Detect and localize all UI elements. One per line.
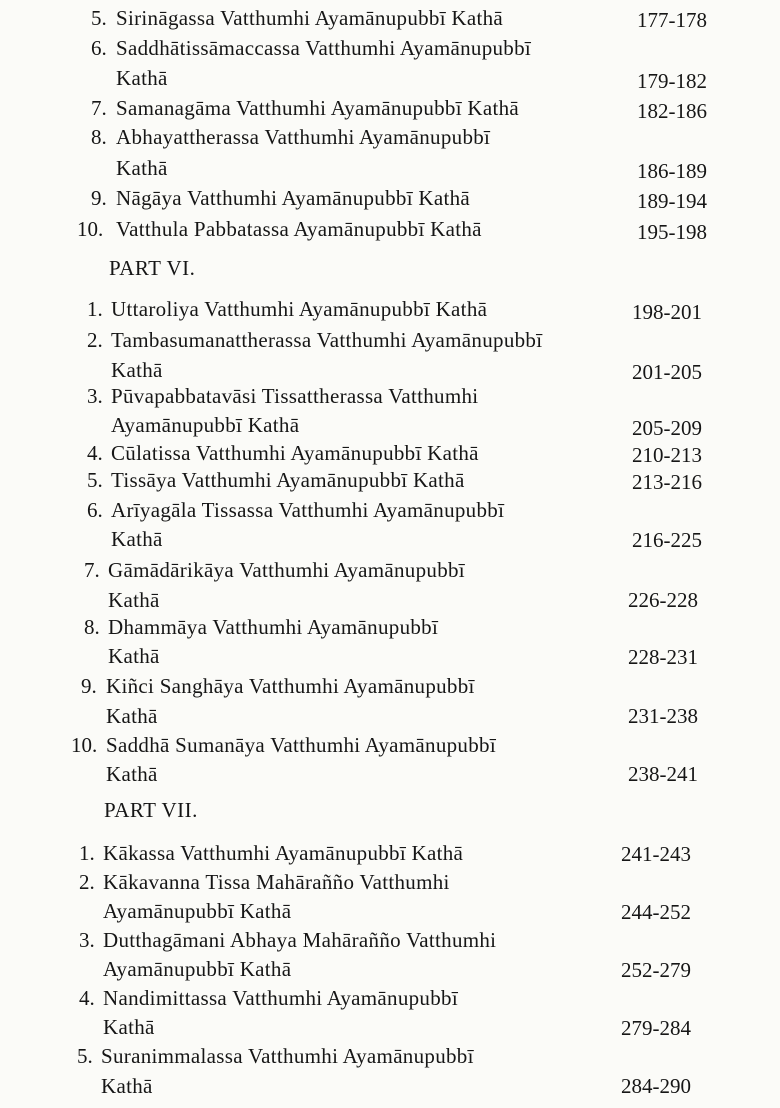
entry-title-continuation: Kathā bbox=[101, 1074, 153, 1098]
entry-title: Gāmādārikāya Vatthumhi Ayamānupubbī bbox=[108, 558, 465, 582]
entry-number: 10. bbox=[71, 733, 98, 757]
entry-title-continuation: Kathā bbox=[116, 66, 168, 90]
entry-title: Arīyagāla Tissassa Vatthumhi Ayamānupubbī bbox=[111, 498, 505, 522]
entry-pages: 226-228 bbox=[628, 588, 698, 612]
entry-title-continuation: Kathā bbox=[111, 527, 163, 551]
entry-number: 3. bbox=[87, 384, 103, 408]
entry-title: Nāgāya Vatthumhi Ayamānupubbī Kathā bbox=[116, 186, 471, 210]
entry-number: 2. bbox=[87, 328, 103, 352]
entry-title: Pūvapabbatavāsi Tissattherassa Vatthumhi bbox=[111, 384, 479, 408]
entry-title-continuation: Kathā bbox=[103, 1015, 155, 1039]
entry-pages: 186-189 bbox=[637, 159, 707, 183]
entry-title-continuation: Kathā bbox=[106, 762, 158, 786]
entry-number: 6. bbox=[91, 36, 107, 60]
entry-title: Dhammāya Vatthumhi Ayamānupubbī bbox=[108, 615, 439, 639]
entry-title: Kākassa Vatthumhi Ayamānupubbī Kathā bbox=[103, 841, 464, 865]
entry-title-continuation: Kathā bbox=[106, 704, 158, 728]
entry-pages: 205-209 bbox=[632, 416, 702, 440]
entry-title: Nandimittassa Vatthumhi Ayamānupubbī bbox=[103, 986, 458, 1010]
entry-title-continuation: Kathā bbox=[111, 358, 163, 382]
entry-pages: 228-231 bbox=[628, 645, 698, 669]
entry-pages: 216-225 bbox=[632, 528, 702, 552]
entry-number: 5. bbox=[77, 1044, 93, 1068]
entry-number: 9. bbox=[91, 186, 107, 210]
entry-pages: 238-241 bbox=[628, 762, 698, 786]
entry-number: 1. bbox=[79, 841, 95, 865]
entry-number: 7. bbox=[91, 96, 107, 120]
entry-title: Dutthagāmani Abhaya Mahārañño Vatthumhi bbox=[103, 928, 497, 952]
entry-title-continuation: Ayamānupubbī Kathā bbox=[111, 413, 300, 437]
entry-pages: 195-198 bbox=[637, 220, 707, 244]
entry-title: Samanagāma Vatthumhi Ayamānupubbī Kathā bbox=[116, 96, 520, 120]
entry-pages: 244-252 bbox=[621, 900, 691, 924]
entry-number: 8. bbox=[84, 615, 100, 639]
entry-title: Cūlatissa Vatthumhi Ayamānupubbī Kathā bbox=[111, 441, 479, 465]
entry-pages: 241-243 bbox=[621, 842, 691, 866]
entry-title-continuation: Kathā bbox=[108, 588, 160, 612]
entry-pages: 284-290 bbox=[621, 1074, 691, 1098]
entry-title: Saddhā Sumanāya Vatthumhi Ayamānupubbī bbox=[106, 733, 496, 757]
entry-pages: 189-194 bbox=[637, 189, 707, 213]
entry-pages: 210-213 bbox=[632, 443, 702, 467]
entry-number: 5. bbox=[91, 6, 107, 30]
part-heading: PART VII. bbox=[104, 798, 198, 822]
entry-number: 5. bbox=[87, 468, 103, 492]
entry-title-continuation: Ayamānupubbī Kathā bbox=[103, 957, 292, 981]
entry-pages: 201-205 bbox=[632, 360, 702, 384]
entry-title: Suranimmalassa Vatthumhi Ayamānupubbī bbox=[101, 1044, 474, 1068]
entry-title: Kākavanna Tissa Mahārañño Vatthumhi bbox=[103, 870, 450, 894]
entry-pages: 231-238 bbox=[628, 704, 698, 728]
entry-title-continuation: Kathā bbox=[108, 644, 160, 668]
entry-title: Saddhātissāmaccassa Vatthumhi Ayamānupubbī bbox=[116, 36, 532, 60]
entry-number: 2. bbox=[79, 870, 95, 894]
part-heading: PART VI. bbox=[109, 256, 196, 280]
entry-title-continuation: Ayamānupubbī Kathā bbox=[103, 899, 292, 923]
entry-number: 8. bbox=[91, 125, 107, 149]
entry-number: 6. bbox=[87, 498, 103, 522]
entry-title: Kiñci Sanghāya Vatthumhi Ayamānupubbī bbox=[106, 674, 475, 698]
entry-title: Uttaroliya Vatthumhi Ayamānupubbī Kathā bbox=[111, 297, 488, 321]
entry-title: Abhayattherassa Vatthumhi Ayamānupubbī bbox=[116, 125, 491, 149]
entry-pages: 198-201 bbox=[632, 300, 702, 324]
entry-pages: 179-182 bbox=[637, 69, 707, 93]
entry-number: 4. bbox=[79, 986, 95, 1010]
entry-number: 9. bbox=[81, 674, 97, 698]
entry-number: 7. bbox=[84, 558, 100, 582]
entry-pages: 252-279 bbox=[621, 958, 691, 982]
entry-pages: 279-284 bbox=[621, 1016, 691, 1040]
entry-pages: 182-186 bbox=[637, 99, 707, 123]
entry-title-continuation: Kathā bbox=[116, 156, 168, 180]
entry-title: Sirināgassa Vatthumhi Ayamānupubbī Kathā bbox=[116, 6, 504, 30]
entry-number: 1. bbox=[87, 297, 103, 321]
entry-title: Vatthula Pabbatassa Ayamānupubbī Kathā bbox=[116, 217, 482, 241]
entry-pages: 177-178 bbox=[637, 8, 707, 32]
entry-number: 3. bbox=[79, 928, 95, 952]
entry-title: Tissāya Vatthumhi Ayamānupubbī Kathā bbox=[111, 468, 465, 492]
entry-pages: 213-216 bbox=[632, 470, 702, 494]
entry-number: 10. bbox=[77, 217, 104, 241]
entry-number: 4. bbox=[87, 441, 103, 465]
entry-title: Tambasumanattherassa Vatthumhi Ayamānupubbī bbox=[111, 328, 543, 352]
